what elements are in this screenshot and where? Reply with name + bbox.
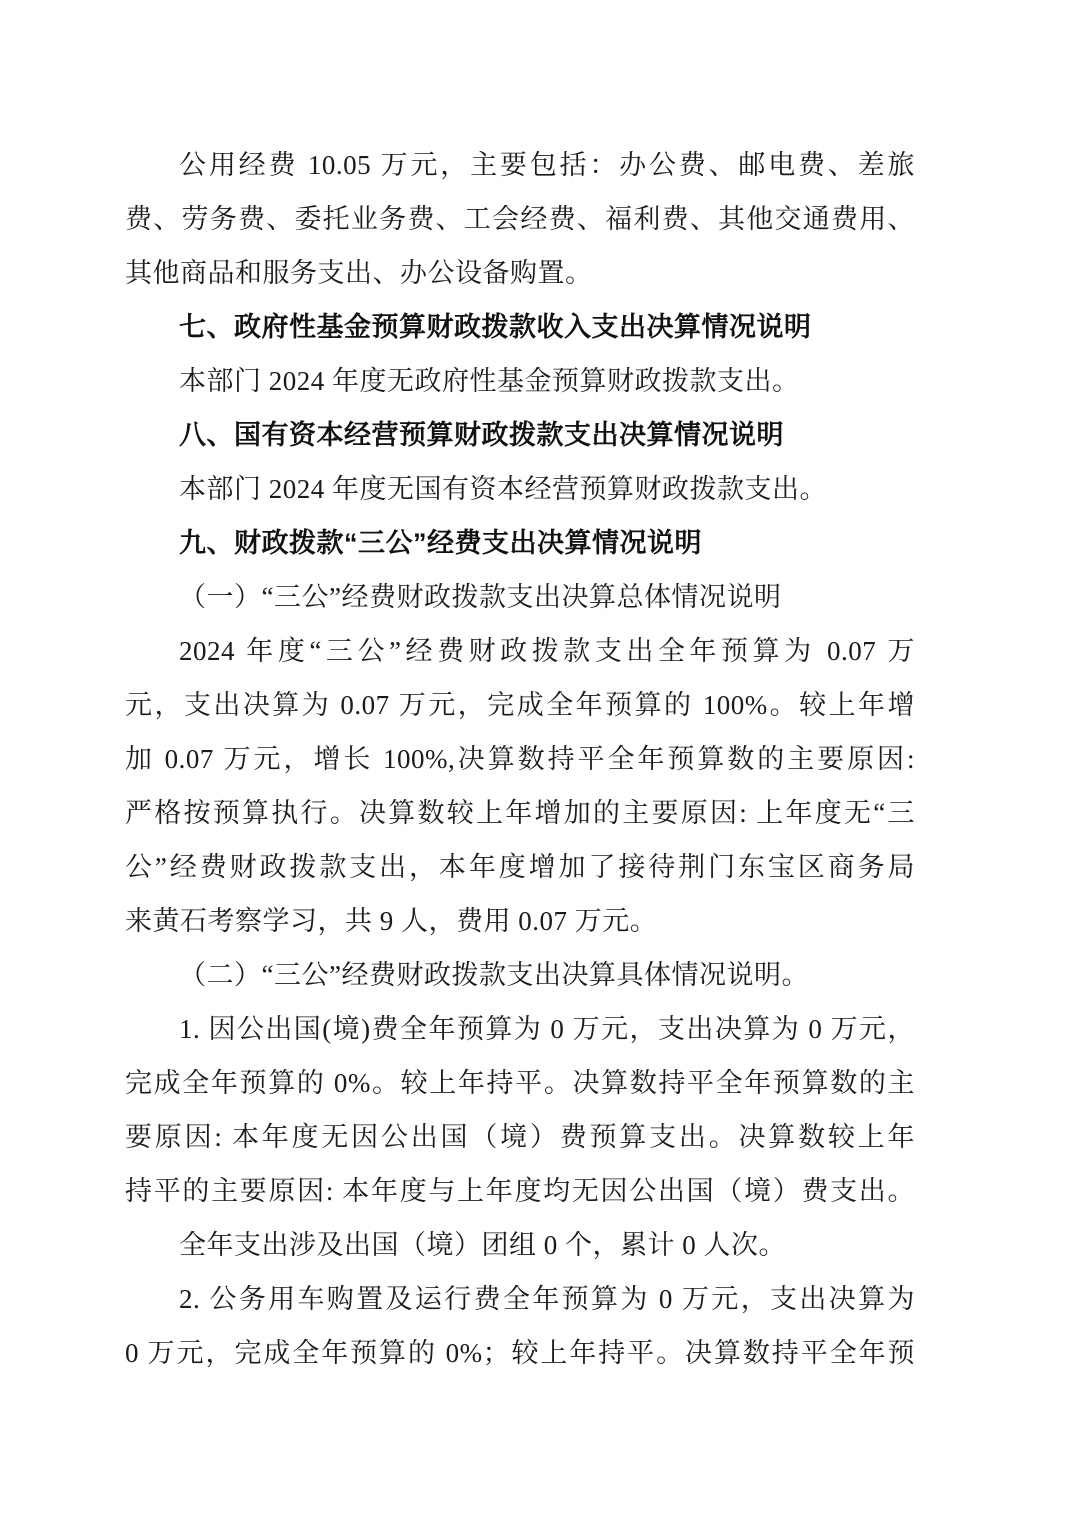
paragraph [125, 462, 915, 516]
text-line: 要原因: 本年度无因公出国（境）费预算支出。决算数较上年 [125, 1122, 915, 1152]
text-line: 完成全年预算的 0%。较上年持平。决算数持平全年预算数的主 [125, 1068, 915, 1098]
section-heading [125, 300, 915, 354]
paragraph [125, 138, 915, 300]
heading-line: 九、财政拨款“三公”经费支出决算情况说明 [179, 528, 702, 558]
text-line: 本部门 2024 年度无国有资本经营预算财政拨款支出。 [179, 474, 827, 504]
document-body [125, 138, 915, 1380]
text-line: 元，支出决算为 0.07 万元，完成全年预算的 100%。较上年增 [125, 690, 915, 720]
text-line: 2024 年度“三公”经费财政拨款支出全年预算为 0.07 万 [179, 636, 915, 666]
text-line: 全年支出涉及出国（境）团组 0 个，累计 0 人次。 [179, 1230, 786, 1260]
text-line: 公用经费 10.05 万元，主要包括：办公费、邮电费、差旅 [179, 150, 915, 180]
paragraph [125, 624, 915, 948]
text-line: 本部门 2024 年度无政府性基金预算财政拨款支出。 [179, 366, 800, 396]
paragraph [125, 570, 915, 624]
text-line: （二）“三公”经费财政拨款支出决算具体情况说明。 [179, 960, 809, 990]
section-heading [125, 516, 915, 570]
text-line: 0 万元，完成全年预算的 0%；较上年持平。决算数持平全年预 [125, 1338, 915, 1368]
paragraph [125, 354, 915, 408]
paragraph [125, 1218, 915, 1272]
paragraph [125, 1272, 915, 1380]
text-line: 其他商品和服务支出、办公设备购置。 [125, 258, 593, 288]
heading-line: 八、国有资本经营预算财政拨款支出决算情况说明 [179, 420, 784, 450]
paragraph [125, 948, 915, 1002]
paragraph [125, 1002, 915, 1218]
text-line: 1. 因公出国(境)费全年预算为 0 万元，支出决算为 0 万元， [179, 1014, 915, 1044]
text-line: 公”经费财政拨款支出，本年度增加了接待荆门东宝区商务局 [125, 852, 915, 882]
text-line: 严格按预算执行。决算数较上年增加的主要原因: 上年度无“三 [125, 798, 915, 828]
text-line: 来黄石考察学习，共 9 人，费用 0.07 万元。 [125, 906, 658, 936]
text-line: 费、劳务费、委托业务费、工会经费、福利费、其他交通费用、 [125, 204, 915, 234]
text-line: （一）“三公”经费财政拨款支出决算总体情况说明 [179, 582, 782, 612]
text-line: 持平的主要原因: 本年度与上年度均无因公出国（境）费支出。 [125, 1176, 915, 1206]
heading-line: 七、政府性基金预算财政拨款收入支出决算情况说明 [179, 312, 812, 342]
section-heading [125, 408, 915, 462]
text-line: 加 0.07 万元，增长 100%,决算数持平全年预算数的主要原因: [125, 744, 915, 774]
text-line: 2. 公务用车购置及运行费全年预算为 0 万元，支出决算为 [179, 1284, 915, 1314]
